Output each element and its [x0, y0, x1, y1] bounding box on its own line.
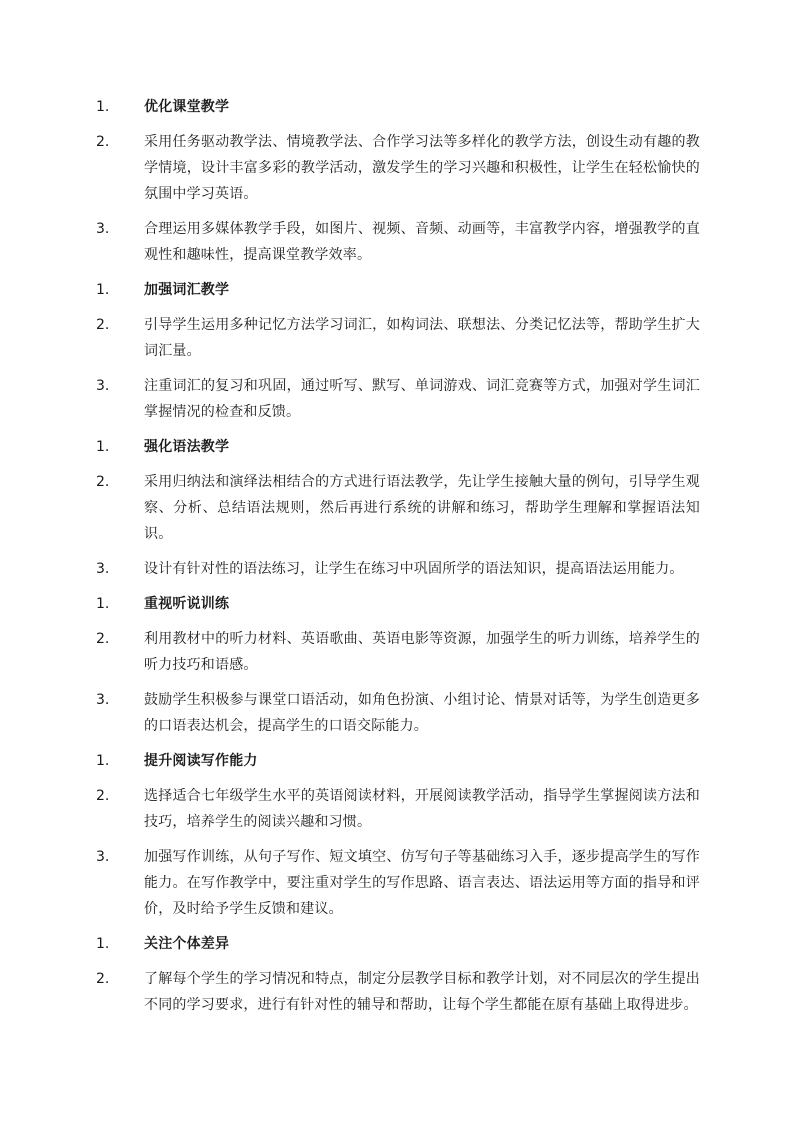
list-number: 1.: [96, 99, 110, 115]
section-heading: [96, 931, 700, 957]
list-item: [96, 312, 700, 364]
list-number: 1.: [96, 282, 110, 298]
list-item: [96, 626, 700, 678]
list-item: [96, 556, 700, 582]
list-number: 3.: [96, 378, 110, 394]
section-heading-text: 关注个体差异: [144, 936, 230, 952]
list-number: 2.: [96, 474, 110, 490]
section-heading: [96, 434, 700, 460]
numbered-list: [96, 94, 700, 1027]
list-number: 3.: [96, 692, 110, 708]
list-item-text: 选择适合七年级学生水平的英语阅读材料，开展阅读教学活动，指导学生掌握阅读方法和技巧，培养学生的阅读兴趣和习惯。: [144, 788, 700, 830]
section-heading-text: 提升阅读写作能力: [144, 753, 258, 769]
list-item: [96, 783, 700, 835]
list-item-text: 注重词汇的复习和巩固，通过听写、默写、单词游戏、词汇竞赛等方式，加强对学生词汇掌握情况的检查和反馈。: [144, 378, 700, 420]
section-heading-text: 优化课堂教学: [144, 99, 230, 115]
list-number: 1.: [96, 936, 110, 952]
list-item: [96, 216, 700, 268]
list-item-text: 采用任务驱动教学法、情境教学法、合作学习法等多样化的教学方法，创设生动有趣的教学情境，设计丰富多彩的教学活动，激发学生的学习兴趣和积极性，让学生在轻松愉快的氛围中学习英语。: [144, 134, 700, 202]
list-number: 2.: [96, 788, 110, 804]
list-number: 2.: [96, 971, 110, 987]
section-heading: [96, 277, 700, 303]
list-number: 2.: [96, 317, 110, 333]
section-heading: [96, 94, 700, 120]
section-heading-text: 加强词汇教学: [144, 282, 230, 298]
list-number: 2.: [96, 134, 110, 150]
list-number: 3.: [96, 849, 110, 865]
list-number: 1.: [96, 753, 110, 769]
list-item-text: 引导学生运用多种记忆方法学习词汇，如构词法、联想法、分类记忆法等，帮助学生扩大词汇量。: [144, 317, 700, 359]
list-item-text: 加强写作训练，从句子写作、短文填空、仿写句子等基础练习入手，逐步提高学生的写作能力。在写作教学中，要注重对学生的写作思路、语言表达、语法运用等方面的指导和评价，及时给予学生反馈和建议。: [144, 849, 700, 917]
section-heading: [96, 591, 700, 617]
list-number: 1.: [96, 439, 110, 455]
list-number: 2.: [96, 631, 110, 647]
list-item: [96, 687, 700, 739]
list-item-text: 采用归纳法和演绎法相结合的方式进行语法教学，先让学生接触大量的例句，引导学生观察、分析、总结语法规则，然后再进行系统的讲解和练习，帮助学生理解和掌握语法知识。: [144, 474, 700, 542]
list-item: [96, 844, 700, 922]
list-item-text: 了解每个学生的学习情况和特点，制定分层教学目标和教学计划，对不同层次的学生提出不同的学习要求，进行有针对性的辅导和帮助，让每个学生都能在原有基础上取得进步。: [144, 971, 700, 1013]
list-item-text: 设计有针对性的语法练习，让学生在练习中巩固所学的语法知识，提高语法运用能力。: [144, 561, 684, 577]
list-item-text: 利用教材中的听力材料、英语歌曲、英语电影等资源，加强学生的听力训练，培养学生的听力技巧和语感。: [144, 631, 700, 673]
section-heading: [96, 748, 700, 774]
list-item-text: 合理运用多媒体教学手段，如图片、视频、音频、动画等，丰富教学内容，增强教学的直观性和趣味性，提高课堂教学效率。: [144, 221, 700, 263]
section-heading-text: 重视听说训练: [144, 596, 230, 612]
list-number: 3.: [96, 561, 110, 577]
list-number: 3.: [96, 221, 110, 237]
list-item: [96, 966, 700, 1018]
list-item: [96, 469, 700, 547]
list-number: 1.: [96, 596, 110, 612]
list-item: [96, 129, 700, 207]
section-heading-text: 强化语法教学: [144, 439, 230, 455]
list-item-text: 鼓励学生积极参与课堂口语活动，如角色扮演、小组讨论、情景对话等，为学生创造更多的口语表达机会，提高学生的口语交际能力。: [144, 692, 700, 734]
list-item: [96, 373, 700, 425]
